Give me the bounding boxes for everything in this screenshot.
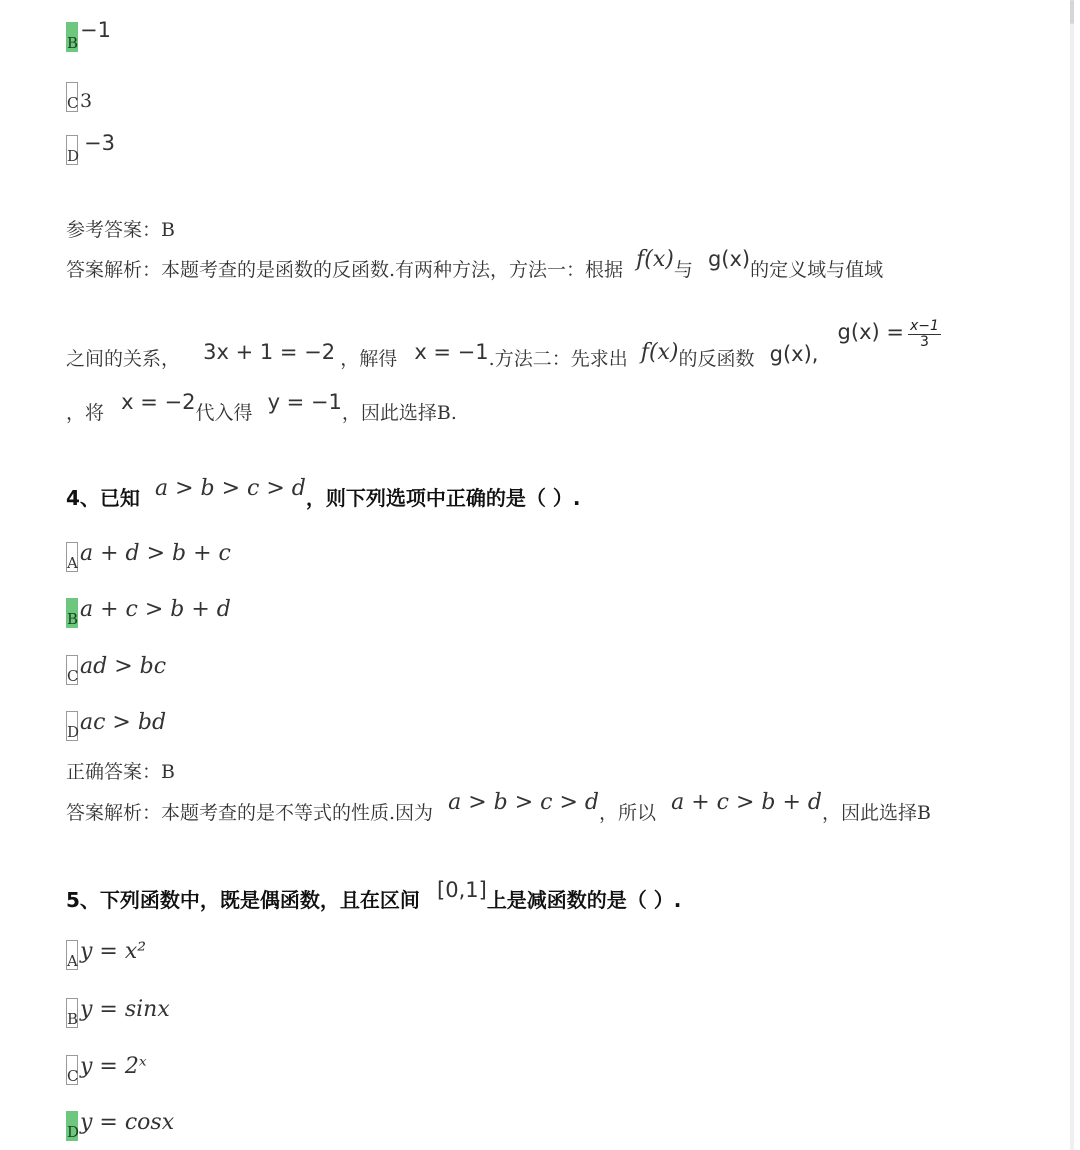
q3-analysis-eq1: 3x + 1 = −2: [203, 340, 336, 364]
q4-option-b[interactable]: [66, 598, 231, 628]
q4-option-c[interactable]: [66, 655, 166, 685]
q3-analysis-yu: 与: [673, 259, 693, 281]
q5-option-c-marker[interactable]: C: [66, 1055, 78, 1085]
q3-option-c-expr: 3: [80, 90, 93, 112]
q3-analysis-frac-den: 3: [919, 334, 929, 350]
q3-analysis-text-5: .方法二：先求出: [488, 348, 628, 370]
q5-option-b[interactable]: [66, 998, 170, 1028]
q3-option-c-marker[interactable]: C: [66, 82, 78, 112]
scrollbar-track[interactable]: [1070, 0, 1074, 1150]
q3-analysis-text-8: 代入得: [195, 402, 253, 424]
q3-analysis-line-1: [66, 247, 884, 282]
q4-analysis: [66, 790, 931, 825]
q3-option-b[interactable]: [66, 18, 111, 52]
q4-stem: [66, 476, 581, 511]
q4-option-d[interactable]: [66, 711, 166, 741]
q3-analysis-text-1: 答案解析：本题考查的是函数的反函数.有两种方法，方法一：根据: [66, 259, 624, 281]
q5-option-a-marker[interactable]: A: [66, 940, 78, 970]
q5-option-b-expr: y = sinx: [80, 997, 170, 1022]
q3-analysis-text-3: 之间的关系，: [66, 348, 181, 370]
q4-option-b-expr: a + c > b + d: [80, 597, 231, 622]
q3-analysis-fx-2: f(x): [640, 340, 679, 365]
q4-option-a[interactable]: [66, 542, 231, 572]
q4-option-d-marker[interactable]: D: [66, 711, 78, 741]
q3-analysis-text-7: ，将: [66, 402, 105, 424]
q5-stem: [66, 878, 682, 913]
q4-analysis-math-1: a > b > c > d: [448, 790, 600, 815]
q3-analysis-fraction: [908, 319, 941, 350]
q4-option-b-marker[interactable]: B: [66, 598, 78, 628]
q5-option-d-expr: y = cosx: [80, 1110, 175, 1135]
q5-option-a[interactable]: [66, 940, 146, 970]
q3-analysis-text-4: ，解得: [340, 348, 398, 370]
q3-option-d-expr: −3: [84, 131, 115, 155]
q4-analysis-text-2: ，所以: [599, 802, 657, 824]
q5-option-d-marker[interactable]: D: [66, 1111, 78, 1141]
q5-option-a-expr: y = x²: [80, 939, 147, 964]
q4-option-a-marker[interactable]: A: [66, 542, 78, 572]
q4-option-c-marker[interactable]: C: [66, 655, 78, 685]
q3-analysis-gx-2: g(x),: [769, 342, 819, 366]
q3-option-d[interactable]: [66, 131, 115, 165]
q3-analysis-line-2: [66, 318, 941, 370]
q3-analysis-gx-eq: g(x) =: [837, 320, 904, 344]
scrollbar-thumb[interactable]: [1070, 0, 1074, 24]
q3-option-d-marker[interactable]: D: [66, 135, 78, 165]
q3-analysis-frac-num: x−1: [909, 318, 939, 334]
q4-stem-suffix: ，则下列选项中正确的是（ ）.: [305, 486, 581, 510]
q5-option-c[interactable]: [66, 1055, 147, 1085]
q3-analysis-gx-formula: [838, 319, 941, 350]
q3-analysis-gx: g(x): [707, 247, 751, 271]
q4-stem-math: a > b > c > d: [155, 476, 306, 501]
q4-analysis-text-3: ，因此选择B: [822, 802, 931, 824]
q3-analysis-line-3: [66, 390, 457, 425]
q3-analysis-fx: f(x): [636, 247, 674, 272]
q3-analysis-text-6: 的反函数: [678, 348, 755, 370]
q4-analysis-math-2: a + c > b + d: [671, 790, 822, 815]
q4-option-d-expr: ac > bd: [80, 710, 167, 735]
q4-stem-prefix: 4、已知: [66, 486, 140, 510]
q3-analysis-text-2: 的定义域与值域: [750, 259, 884, 281]
q4-analysis-text-1: 答案解析：本题考查的是不等式的性质.因为: [66, 802, 434, 824]
q5-option-c-expr: y = 2ˣ: [80, 1054, 147, 1079]
q3-analysis-eq3: x = −2: [121, 390, 196, 414]
q4-option-a-expr: a + d > b + c: [80, 541, 231, 566]
q3-option-c[interactable]: [66, 82, 92, 112]
q5-option-d[interactable]: [66, 1111, 174, 1141]
q5-stem-suffix: 上是减函数的是（ ）.: [486, 888, 682, 912]
q5-option-b-marker[interactable]: B: [66, 998, 78, 1028]
q3-analysis-eq2: x = −1: [414, 340, 489, 364]
q5-stem-math: [0,1]: [437, 878, 487, 902]
q4-option-c-expr: ad > bc: [80, 654, 167, 679]
q3-option-b-marker[interactable]: B: [66, 22, 78, 52]
q4-correct-answer: 正确答案：B: [66, 761, 175, 783]
q3-option-b-expr: −1: [80, 18, 111, 42]
q3-reference-answer: 参考答案：B: [66, 219, 175, 241]
q5-stem-prefix: 5、下列函数中，既是偶函数，且在区间: [66, 888, 420, 912]
q3-analysis-eq4: y = −1: [267, 390, 342, 414]
q3-analysis-text-9: ，因此选择B.: [341, 402, 457, 424]
